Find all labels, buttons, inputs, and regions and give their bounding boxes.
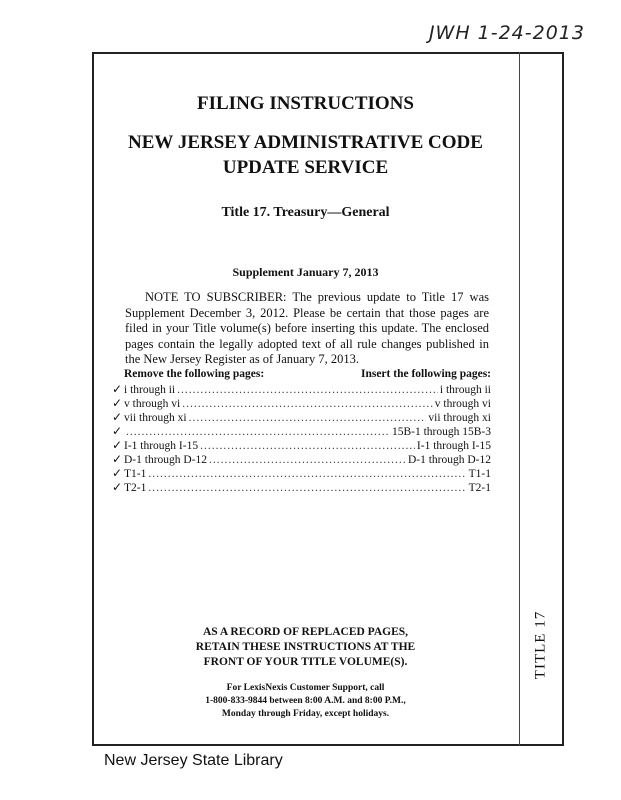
checkmark-icon: ✓ <box>112 438 123 452</box>
leader-dots <box>200 439 415 453</box>
spine-label: TITLE 17 <box>532 610 549 680</box>
leader-dots <box>209 453 406 467</box>
subscriber-note <box>125 290 489 368</box>
insert-cell: D-1 through D-12 <box>407 454 491 466</box>
table-row <box>112 466 491 481</box>
supplement-date: Supplement January 7, 2013 <box>232 265 379 279</box>
checkmark-icon: ✓ <box>112 382 123 396</box>
insert-cell: I-1 through I-15 <box>416 440 491 452</box>
table-row <box>112 452 491 467</box>
table-row <box>112 410 491 425</box>
record-notice <box>92 625 519 670</box>
remove-cell: T2-1 <box>124 482 147 494</box>
checkmark-icon: ✓ <box>112 452 123 466</box>
insert-cell: v through vi <box>434 398 491 410</box>
insert-cell: T1-1 <box>468 468 491 480</box>
support-notice <box>92 682 519 721</box>
remove-cell: T1-1 <box>124 468 147 480</box>
insert-cell: i through ii <box>439 384 491 396</box>
table-row <box>112 382 491 397</box>
insert-cell: 15B-1 through 15B-3 <box>391 426 491 438</box>
title-heading: Title 17. Treasury—General <box>221 205 390 220</box>
handwritten-annotation: JWH 1-24-2013 <box>428 22 585 44</box>
leader-dots <box>148 481 466 495</box>
record-notice-line1: AS A RECORD OF REPLACED PAGES, <box>202 626 409 638</box>
support-notice-line1: For LexisNexis Customer Support, call <box>226 683 385 693</box>
table-row <box>112 438 491 453</box>
table-row <box>112 480 491 495</box>
remove-cell: D-1 through D-12 <box>124 454 208 466</box>
insert-cell: vii through xi <box>428 412 491 424</box>
leader-dots <box>182 397 433 411</box>
checkmark-icon: ✓ <box>112 480 123 494</box>
leader-dots <box>177 383 438 397</box>
code-heading <box>92 130 519 180</box>
leader-dots <box>148 467 466 481</box>
subscriber-note-text: NOTE TO SUBSCRIBER: The previous update to Title 17 was Supplement December 3, 2012. Please be certain that those pages are filed in your Title volume(s) before inserting this update. The enclosed pages contain the legally adopted text of all rule changes published in the New Jersey Register as of January 7, 2013. <box>125 290 489 366</box>
spine-divider <box>519 52 520 746</box>
leader-dots <box>189 411 427 425</box>
checkmark-icon: ✓ <box>112 424 123 438</box>
support-notice-line3: Monday through Friday, except holidays. <box>221 709 390 719</box>
library-stamp: New Jersey State Library <box>104 752 283 769</box>
table-header <box>120 368 491 383</box>
page-table <box>112 368 491 495</box>
remove-cell: v through vi <box>124 398 181 410</box>
code-heading-line2: UPDATE SERVICE <box>222 157 389 178</box>
insert-header: Insert the following pages: <box>360 368 491 380</box>
remove-cell: I-1 through I-15 <box>124 440 199 452</box>
checkmark-icon: ✓ <box>112 410 123 424</box>
remove-cell: i through ii <box>124 384 176 396</box>
filing-instructions-heading: FILING INSTRUCTIONS <box>197 93 414 114</box>
record-notice-line2: RETAIN THESE INSTRUCTIONS AT THE <box>195 641 416 653</box>
checkmark-icon: ✓ <box>112 466 123 480</box>
remove-header: Remove the following pages: <box>124 368 265 380</box>
checkmark-icon: ✓ <box>112 396 123 410</box>
leader-dots <box>126 425 390 439</box>
table-row <box>112 424 491 439</box>
table-row <box>112 396 491 411</box>
remove-cell: vii through xi <box>124 412 187 424</box>
record-notice-line3: FRONT OF YOUR TITLE VOLUME(S). <box>203 656 408 668</box>
support-notice-line2: 1-800-833-9844 between 8:00 A.M. and 8:00 P.M., <box>205 696 406 706</box>
code-heading-line1: NEW JERSEY ADMINISTRATIVE CODE <box>128 132 483 153</box>
insert-cell: T2-1 <box>468 482 491 494</box>
